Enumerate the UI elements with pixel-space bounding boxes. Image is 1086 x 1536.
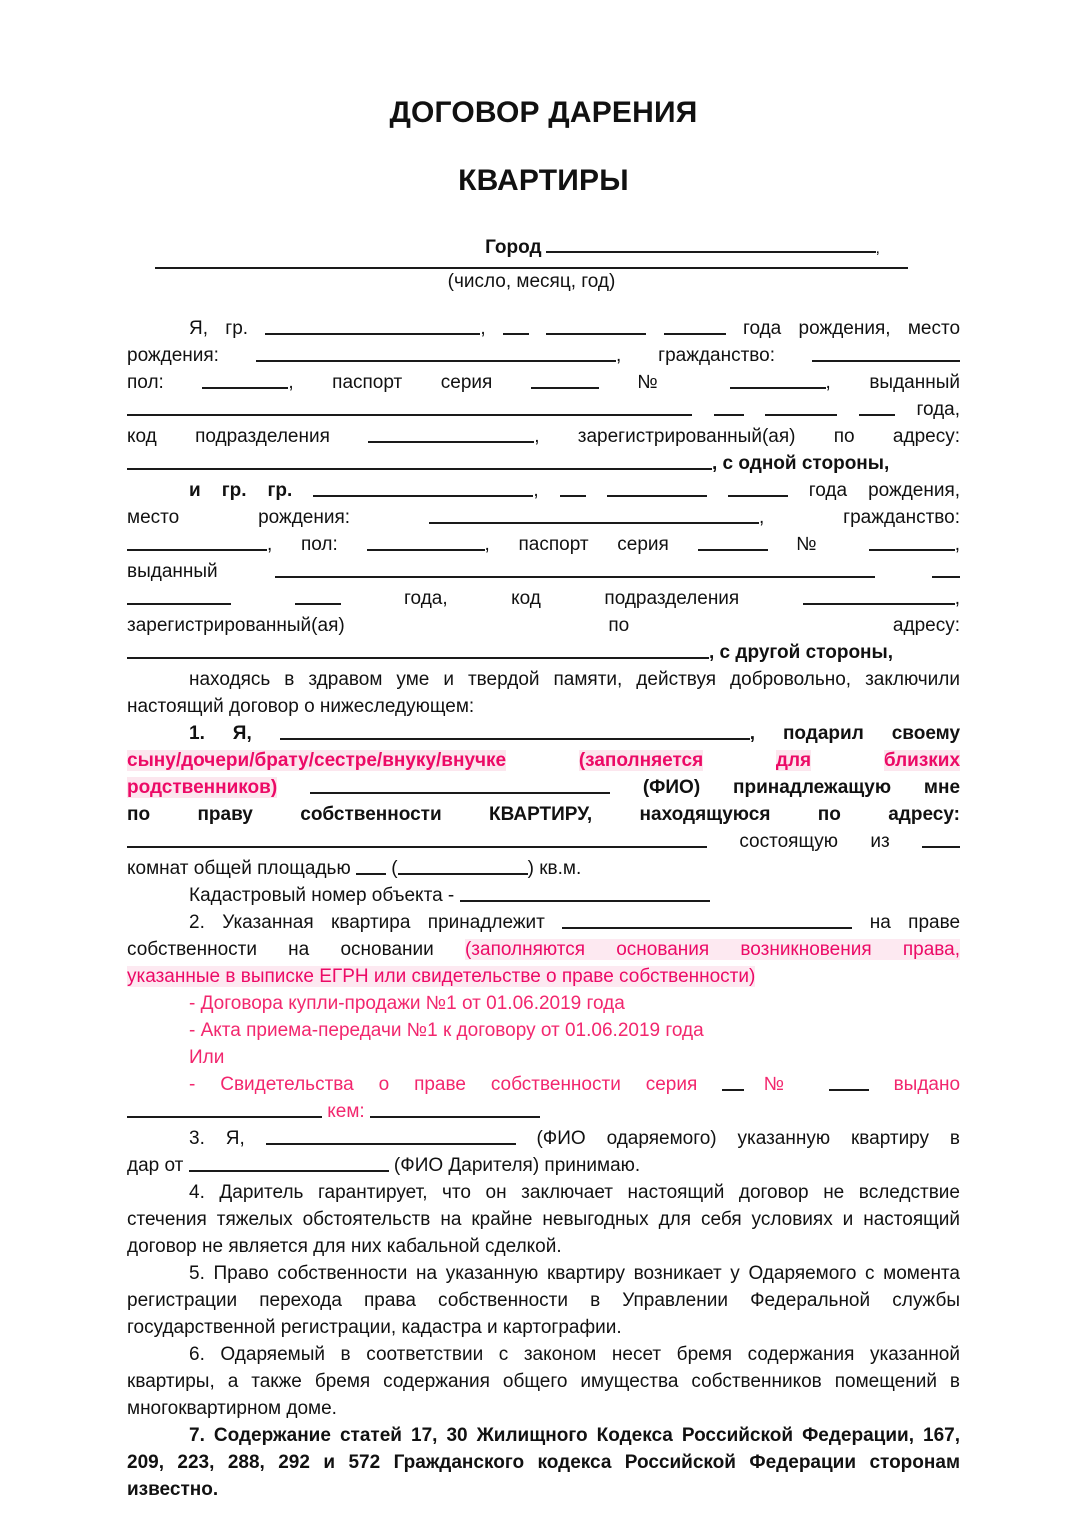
title-line-1: ДОГОВОР ДАРЕНИЯ [389,96,698,129]
pt-subdivision-blank[interactable] [803,588,955,605]
clause2-line-3 [127,963,960,990]
clause2-item-2 [127,1017,960,1044]
city-row: Город , [485,237,880,258]
preamble: находясь в здравом уме и твердой памяти, действуя добровольно, заключили настоящий договор о нижеследующем: [127,669,960,717]
c1-paren-close: ) кв.м. [527,858,582,879]
date-caption: (число, месяц, год) [447,271,616,292]
party-two-line-2 [127,504,960,531]
party-one-line-6 [127,450,960,477]
party-one-line-2 [127,342,960,369]
city-label: Город [485,237,542,258]
clause1-line-7 [127,882,960,909]
pt-t9: , [954,534,960,555]
po-t3: года рождения, место [742,318,961,339]
po-fio-blank[interactable] [265,318,480,335]
clause1-line-1 [127,720,960,747]
c3-donee-blank[interactable] [266,1128,516,1145]
po-issuedby-blank[interactable] [127,399,692,416]
party-two-line-5 [127,585,960,612]
c2-hl-line2: (заполняются основания возникновения права, [464,939,960,960]
party-one-line-5 [127,423,960,450]
po-citizenship-blank[interactable] [812,345,960,362]
po-subdivision-blank[interactable] [368,426,534,443]
c2-item4-d: кем: [327,1101,365,1122]
clause3-line-1 [127,1125,960,1152]
pt-sex-blank[interactable] [367,534,485,551]
party-one-line-4 [127,396,960,423]
pt-address-blank[interactable] [127,642,709,659]
pt-fio-blank[interactable] [313,480,533,497]
pt-t13: зарегистрированный(ая) [127,615,345,636]
po-passport-number-blank[interactable] [730,372,826,389]
c2-num: 2. Указанная квартира принадлежит [189,912,545,933]
c2-item4-c: выдано [893,1074,961,1095]
pt-t10: выданный [127,561,218,582]
pt-issue-day-blank[interactable] [932,561,960,578]
c2-cert-date-blank[interactable] [127,1101,322,1118]
pt-t5: , гражданство: [758,507,961,528]
c1-relatives-highlight: сыну/дочери/брату/сестре/внуку/внучке [127,750,507,771]
pt-t8: № [796,534,841,555]
party-one-line-3 [127,369,960,396]
c1-paren-open: ( [391,858,398,879]
clause2-item-5 [127,1098,960,1125]
clause1-line-5 [127,828,960,855]
pt-t15: адресу: [892,615,960,636]
clause1-line-6 [127,855,960,882]
c1-roomcount-blank[interactable] [922,831,960,848]
c1-donor-blank[interactable] [280,723,750,740]
c2-item4-a: - Свидетельства о праве собственности серия [189,1074,698,1095]
date-row [127,267,960,293]
po-t11: код подразделения [127,426,330,447]
page-title [127,0,960,198]
po-t6: пол: [127,372,164,393]
pt-t6: , пол: [267,534,338,555]
clause2-item-3 [127,1044,960,1071]
po-day-blank[interactable] [503,318,529,335]
pt-issuedby-blank[interactable] [275,561,875,578]
c1-area-words-blank[interactable] [398,858,528,875]
c1-consisting: состоящую из [739,831,890,852]
c2-cert-series-blank[interactable] [722,1074,744,1091]
c3-line2-start: дар от [127,1155,184,1176]
po-issue-day-blank[interactable] [714,399,744,416]
pt-t1: и гр. гр. [189,480,293,501]
po-t8: № [637,372,691,393]
pt-citizenship-blank[interactable] [127,534,267,551]
po-t1: Я, гр. [189,318,249,339]
po-t2: , [480,318,486,339]
clause-6: 6. Одаряемый в соответствии с законом несет бремя содержания указанной квартиры, а также бремя содержания общего имущества собственников помещений в многоквартирном доме. [127,1344,960,1419]
party-two-line-7 [127,639,960,666]
c1-note-d: родственников) [127,777,278,798]
c1-note-a: (заполняется [578,750,704,771]
c2-tail: на праве [869,912,961,933]
party-two-line-3 [127,531,960,558]
po-issue-year-blank[interactable] [859,399,895,416]
clause-3 [127,1125,960,1179]
pt-year-blank[interactable] [728,480,788,497]
pt-birthplace-blank[interactable] [429,507,759,524]
clause2-item-4 [127,1071,960,1098]
party-one-block [127,315,960,477]
pt-issue-year-blank[interactable] [295,588,341,605]
date-blank[interactable] [155,267,908,269]
pt-t11: года, код подразделения [404,588,740,609]
pt-t12: , [954,588,961,609]
c2-item4-b: № [744,1074,804,1095]
c2-line2-start: собственности на основании [127,939,434,960]
pt-t2: , [533,480,539,501]
pt-passport-series-blank[interactable] [698,534,768,551]
c3-num: 3. Я, [189,1128,245,1149]
c1-note-c: близких [883,750,961,771]
po-t9: , выданный [825,372,960,393]
c2-item1: - Договора купли-продажи №1 от 01.06.2019 года [189,993,625,1014]
po-t12: , зарегистрированный(ая) по адресу: [534,426,960,447]
clause2-item-1 [127,990,960,1017]
po-sex-blank[interactable] [202,372,288,389]
c3-mid: (ФИО одаряемого) указанную квартиру в [536,1128,961,1149]
clause1-line-4: по праву собственности КВАРТИРУ, находящуюся по адресу: [127,804,960,825]
c1-note-b: для [775,750,812,771]
c1-donee-blank[interactable] [310,777,610,794]
clause-4: 4. Даритель гарантирует, что он заключает настоящий договор не вследствие стечения тяжелых обстоятельств на крайне невыгодных для себя условиях и настоящий договор не является для них кабальной сделкой. [127,1182,960,1257]
c2-cert-issuer-blank[interactable] [370,1101,540,1118]
po-passport-series-blank[interactable] [531,372,599,389]
pt-passport-number-blank[interactable] [869,534,955,551]
po-birthplace-blank[interactable] [256,345,616,362]
po-t10: года, [916,399,961,420]
party-one-line-1 [127,315,960,342]
po-year-blank[interactable] [664,318,726,335]
c3-donor-blank[interactable] [189,1155,389,1172]
c1-num: 1. Я, [189,723,252,744]
c1-cadastral-blank[interactable] [460,885,710,902]
clause-5: 5. Право собственности на указанную квартиру возникает у Одаряемого с момента регистрации перехода права собственности в Управлении Федеральной службы государственной регистрации, кадастра и картографии. [127,1263,960,1338]
c1-address-blank[interactable] [127,831,707,848]
c3-line2-end: (ФИО Дарителя) принимаю. [393,1155,641,1176]
po-t7: , паспорт серия [288,372,493,393]
party-two-line-6 [127,612,960,639]
c2-item2: - Акта приема-передачи №1 к договору от 01.06.2019 года [189,1020,704,1041]
pt-t16: , с другой стороны, [709,642,894,663]
c2-hl-line3: указанные в выписке ЕГРН или свидетельстве о праве собственности) [127,966,756,987]
c1-after: , подарил своему [749,723,961,744]
pt-t4: место рождения: [127,507,351,528]
po-address-blank[interactable] [127,453,712,470]
pt-t3: года рождения, [808,480,961,501]
c2-owner-blank[interactable] [562,912,852,929]
po-issue-month-blank[interactable] [765,399,837,416]
city-blank[interactable] [546,236,876,253]
pt-t14: по [608,615,630,636]
pt-day-blank[interactable] [560,480,586,497]
clause-2 [127,909,960,1125]
c2-item3: Или [189,1047,225,1068]
party-two-line-1 [127,477,960,504]
clause1-line-3 [127,774,960,801]
clause-1 [127,720,960,909]
c1-fio: (ФИО) принадлежащую мне [642,777,961,798]
c1-rooms: комнат общей площадью [127,858,351,879]
c2-cert-number-blank[interactable] [829,1074,869,1091]
c1-cadastral: Кадастровый номер объекта - [189,885,455,906]
po-month-blank[interactable] [546,318,646,335]
pt-month-blank[interactable] [607,480,707,497]
clause2-line-2 [127,936,960,963]
po-t13: , с одной стороны, [712,453,890,474]
clause2-line-1 [127,909,960,936]
pt-t7: , паспорт серия [484,534,669,555]
party-two-line-4 [127,558,960,585]
po-t4: рождения: [127,345,219,366]
title-line-2: КВАРТИРЫ [458,164,629,197]
c1-area-digits-blank[interactable] [356,858,386,875]
clause1-line-2 [127,747,960,774]
po-t5: , гражданство: [615,345,776,366]
clause-7: 7. Содержание статей 17, 30 Жилищного Кодекса Российской Федерации, 167, 209, 223, 288, 292 и 572 Гражданского кодекса Российской Федерации сторонам известно. [127,1425,960,1500]
pt-issue-month-blank[interactable] [127,588,231,605]
clause3-line-2 [127,1152,960,1179]
party-two-block [127,477,960,666]
